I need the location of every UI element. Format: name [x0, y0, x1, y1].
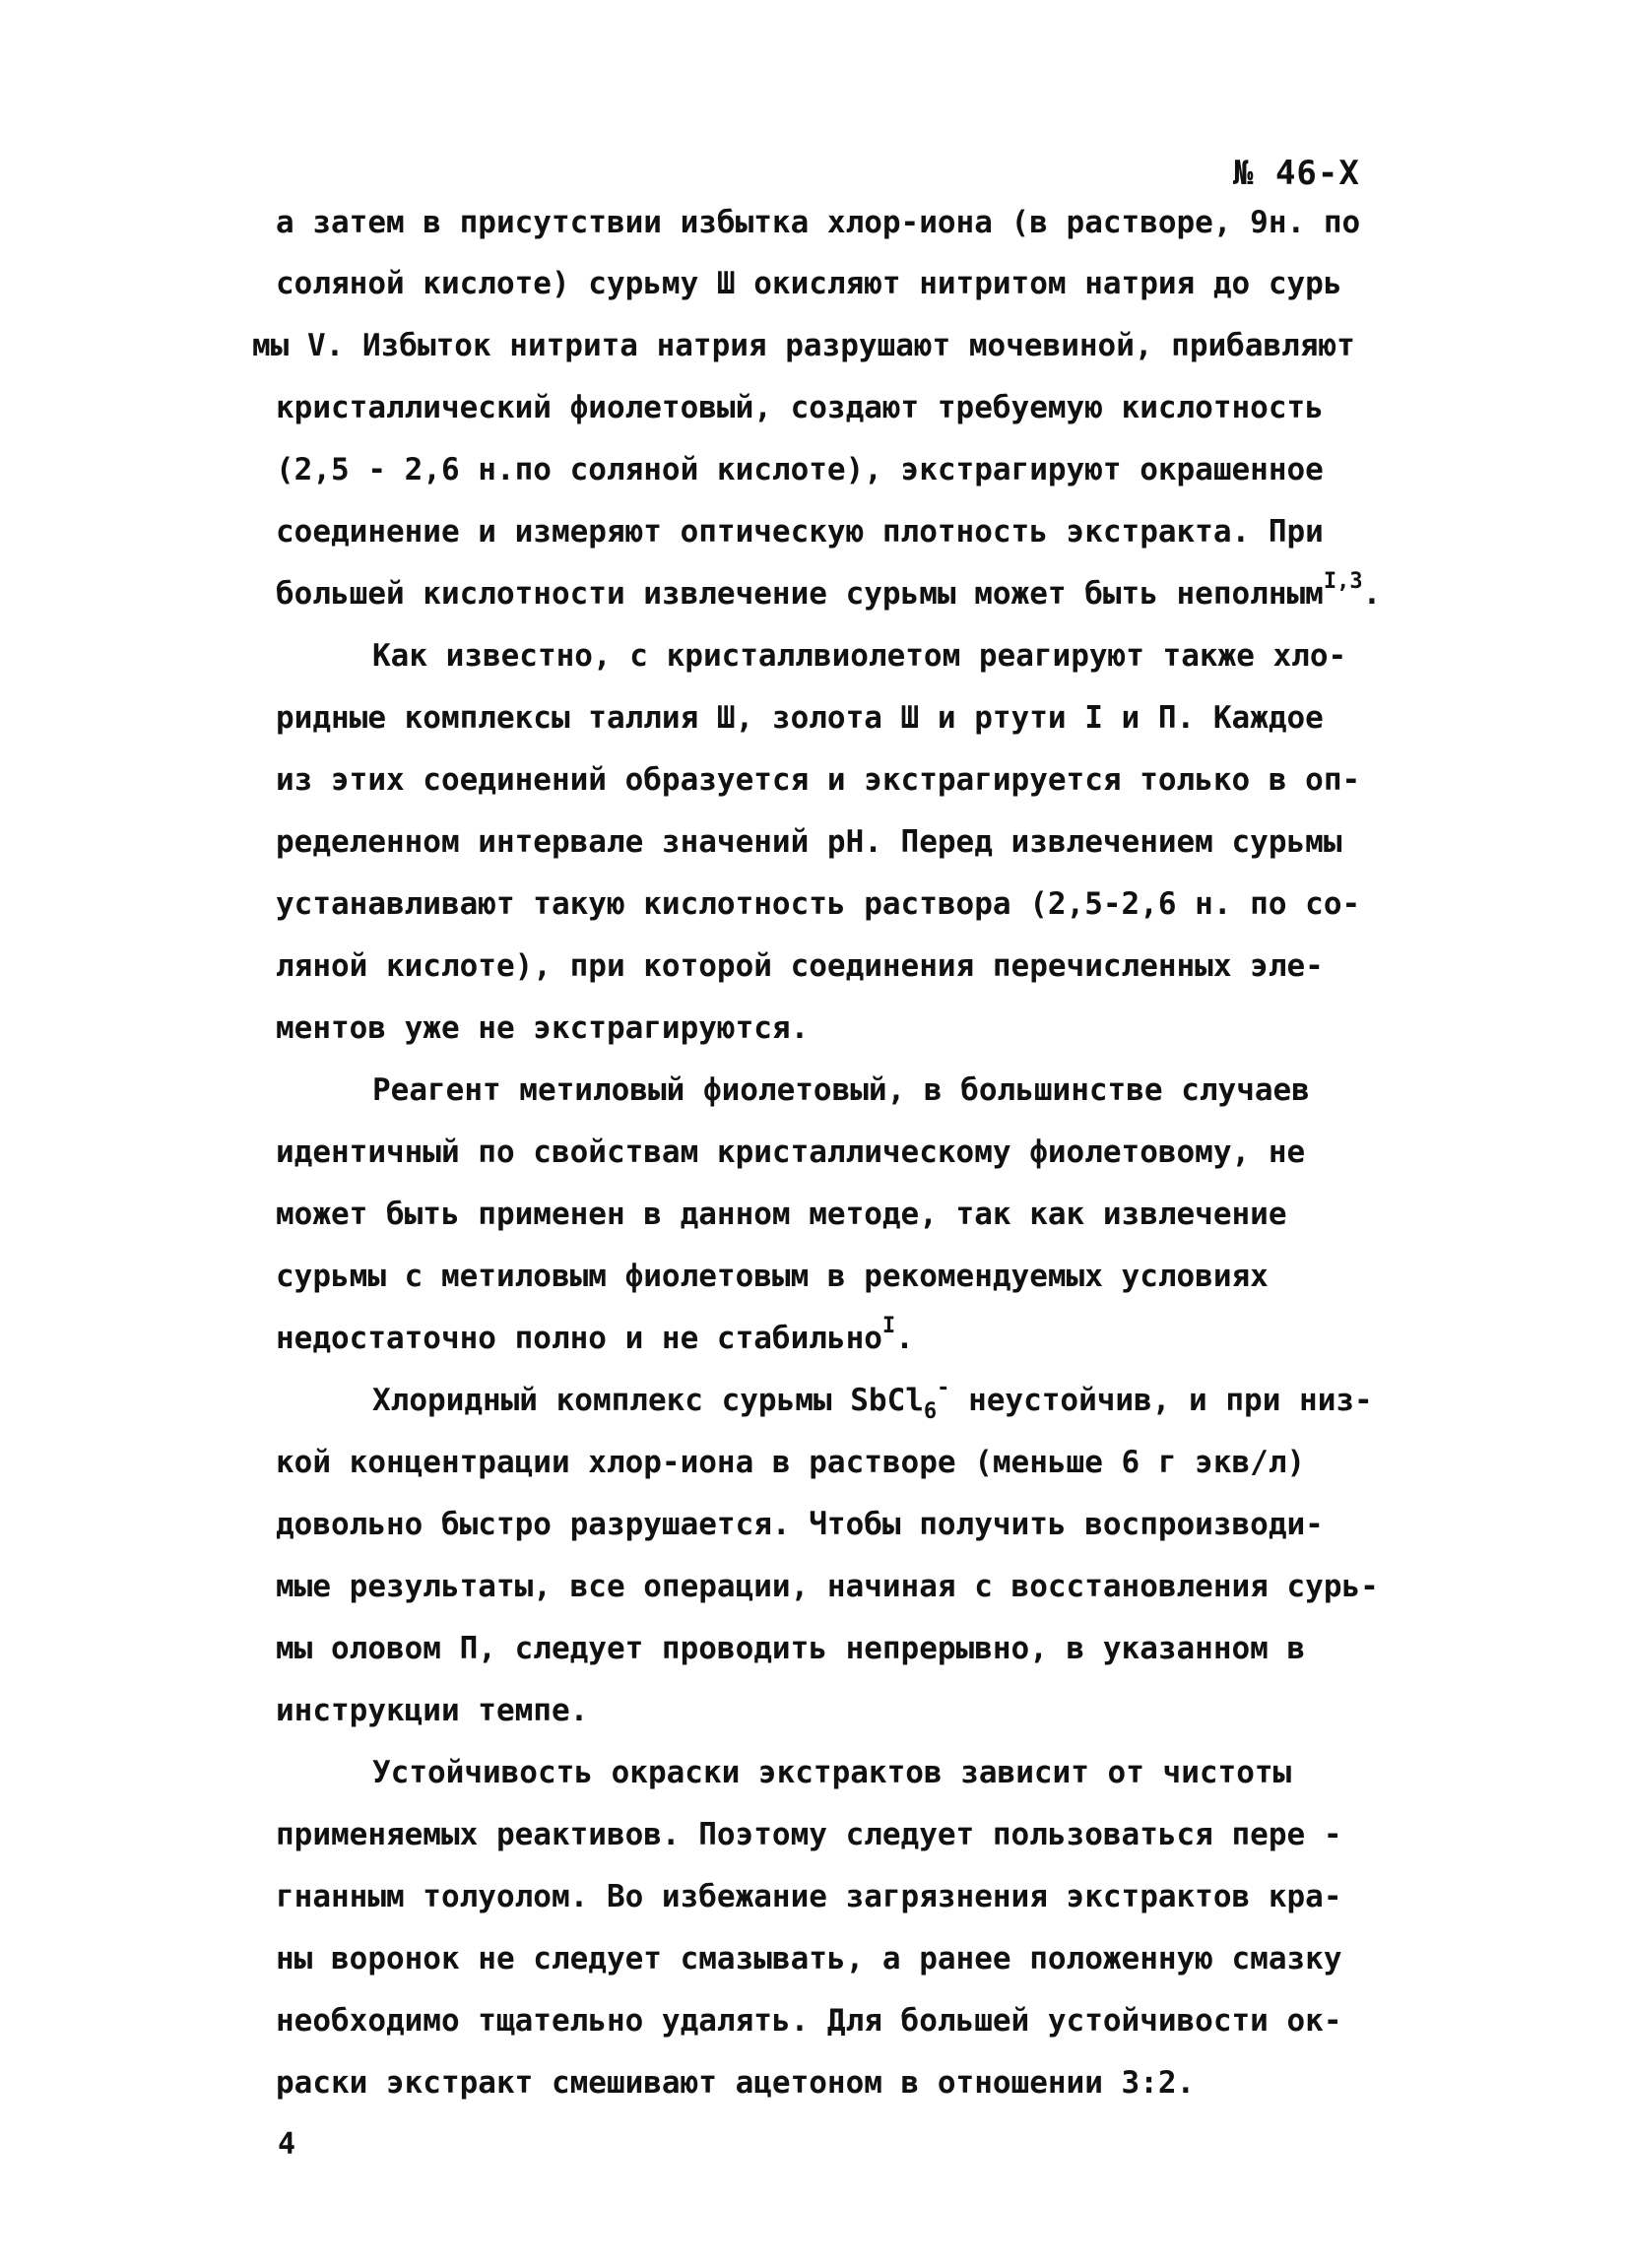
text-line: (2,5 - 2,6 н.по соляной кислоте), экстрагируют окрашенное [276, 452, 1324, 487]
text-line [372, 1376, 1373, 1424]
text-line: ридные комплексы таллия Ш, золота Ш и ртути I и П. Каждое [276, 700, 1324, 736]
text-line: ны воронок не следует смазывать, а ранее положенную смазку [276, 1941, 1342, 1976]
text-line: из этих соединений образуется и экстрагируется только в оп- [276, 762, 1361, 798]
text-line: Как известно, с кристаллвиолетом реагируют также хло- [372, 638, 1347, 674]
text-line: мы V. Избыток нитрита натрия разрушают мочевиной, прибавляют [252, 328, 1355, 363]
subscript: 6 [923, 1399, 938, 1424]
text-line [276, 1314, 914, 1356]
charge-superscript: - [937, 1376, 950, 1400]
text-fragment: неустойчив, и при низ- [949, 1383, 1373, 1418]
text-line: соединение и измеряют оптическую плотность экстракта. При [276, 514, 1324, 550]
footnote-ref: I,3 [1323, 569, 1363, 594]
text-line: кристаллический фиолетовый, создают требуемую кислотность [276, 390, 1324, 425]
punctuation: . [1362, 576, 1382, 612]
text-line: устанавливают такую кислотность раствора (2,5-2,6 н. по со- [276, 886, 1361, 922]
text-line: а затем в присутствии избытка хлор-иона (в растворе, 9н. по [276, 205, 1361, 240]
text-fragment: Хлоридный комплекс сурьмы SbCl [372, 1383, 924, 1418]
page-number: 4 [278, 2127, 296, 2162]
text-line: ментов уже не экстрагируются. [276, 1010, 810, 1046]
text-line: раски экстракт смешивают ацетоном в отношении 3:2. [276, 2065, 1196, 2101]
text-line: необходимо тщательно удалять. Для большей устойчивости ок- [276, 2003, 1342, 2039]
text-line: Устойчивость окраски экстрактов зависит от чистоты [372, 1755, 1292, 1790]
text-line: сурьмы с метиловым фиолетовым в рекомендуемых условиях [276, 1259, 1269, 1294]
text-line: инструкции темпе. [276, 1693, 589, 1728]
text-line: применяемых реактивов. Поэтому следует пользоваться пере - [276, 1817, 1342, 1852]
text-line: гнанным толуолом. Во избежание загрязнения экстрактов кра- [276, 1879, 1342, 1914]
text-line: может быть применен в данном методе, так как извлечение [276, 1197, 1287, 1232]
text-line: мые результаты, все операции, начиная с восстановления сурь- [276, 1569, 1379, 1604]
text-fragment: большей кислотности извлечение сурьмы может быть неполным [276, 576, 1324, 612]
text-fragment: недостаточно полно и не стабильно [276, 1321, 882, 1356]
text-line: идентичный по свойствам кристаллическому фиолетовому, не [276, 1134, 1306, 1170]
footnote-ref: I [881, 1314, 896, 1338]
document-number: № 46-Х [1233, 154, 1360, 193]
text-line: ределенном интервале значений рН. Перед извлечением сурьмы [276, 824, 1342, 860]
text-line: Реагент метиловый фиолетовый, в большинстве случаев [372, 1072, 1310, 1108]
text-line: соляной кислоте) сурьму Ш окисляют нитритом натрия до сурь [276, 266, 1342, 301]
text-line: довольно быстро разрушается. Чтобы получить воспроизводи- [276, 1507, 1324, 1542]
text-line: кой концентрации хлор-иона в растворе (меньше 6 г экв/л) [276, 1445, 1306, 1480]
text-line: мы оловом П, следует проводить непрерывно, в указанном в [276, 1631, 1306, 1666]
text-line [276, 569, 1382, 612]
punctuation: . [895, 1321, 914, 1356]
text-line: ляной кислоте), при которой соединения перечисленных эле- [276, 948, 1324, 984]
